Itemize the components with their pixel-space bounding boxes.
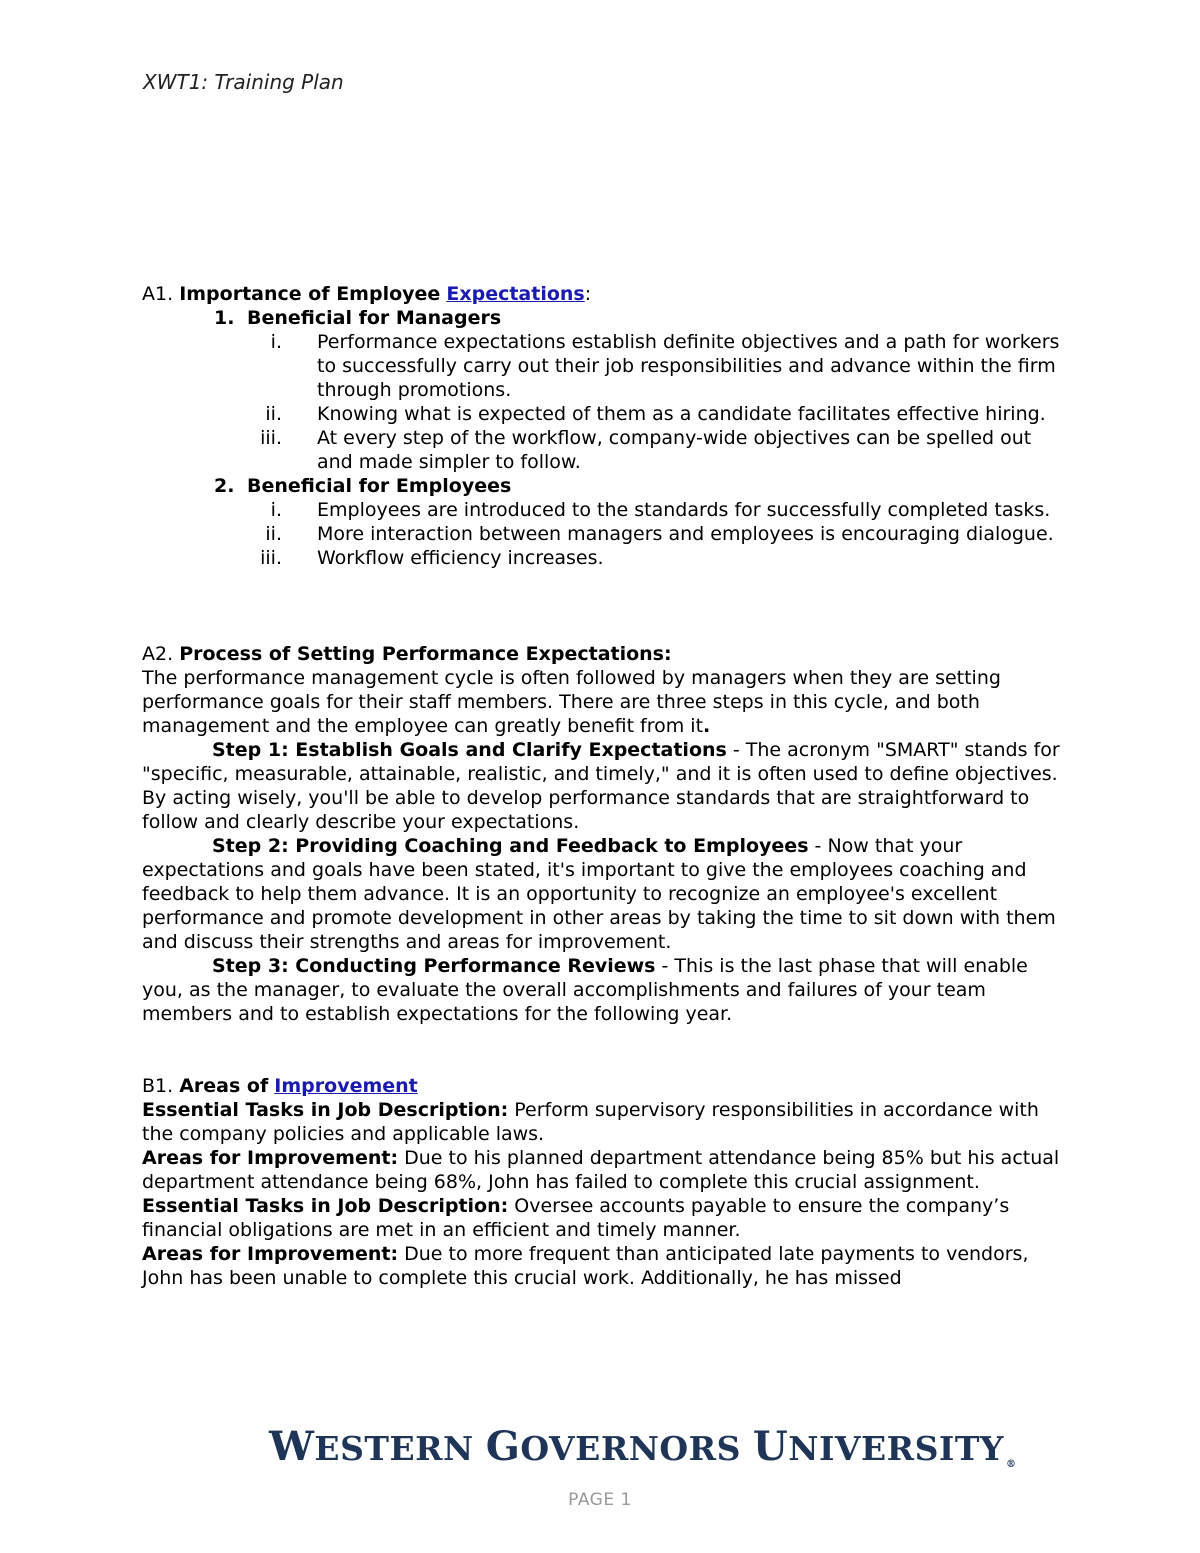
section-b1-title: Areas of [179, 1075, 269, 1097]
wgu-logo [255, 1410, 1017, 1482]
section-a1-heading [142, 282, 1062, 306]
page-number: PAGE 1 [568, 1490, 632, 1510]
step-text: - Now that your expectations and goals have been stated, it's important to give the employees coaching and feedback to help them advance. It is an opportunity to recognize an employee's excellent performance and promote development in other areas by taking the time to sit down with them and discuss their strengths and areas for improvement. [142, 835, 1056, 953]
section-b1-prefix: B1. [142, 1075, 174, 1097]
list-numeral: iii. [260, 547, 282, 569]
logo-word: NIVERSITY [788, 1428, 1004, 1468]
list-item [142, 546, 1062, 570]
step-text: - This is the last phase that will enable you, as the manager, to evaluate the overall accomplishments and failures of your team members and to establish expectations for the following year. [142, 955, 1028, 1025]
section-a2-title: Process of Setting Performance Expectations: [179, 643, 672, 665]
intro-text: The performance management cycle is often followed by managers when they are setting performance goals for their staff members. There are three steps in this cycle, and both management and the employee can greatly benefit from it [142, 667, 1001, 737]
step-paragraph [142, 834, 1062, 954]
entry-text: Due to his planned department attendance being 85% but his actual department attendance being 68%, John has failed to complete this crucial assignment. [142, 1147, 1060, 1193]
section-a2-heading [142, 642, 1062, 666]
b1-entry [142, 1194, 1062, 1242]
entry-label: Areas for Improvement: [142, 1243, 399, 1265]
step-title: Step 3: Conducting Performance Reviews [212, 955, 656, 977]
list-numeral: ii. [265, 523, 282, 545]
list-numeral: i. [270, 331, 282, 353]
step-paragraph [142, 954, 1062, 1026]
improvement-link[interactable]: Improvement [274, 1075, 418, 1097]
list-numeral: ii. [265, 403, 282, 425]
logo-word: OVERNORS [520, 1428, 741, 1468]
entry-label: Areas for Improvement: [142, 1147, 399, 1169]
section-a2-prefix: A2. [142, 643, 174, 665]
entry-text: Oversee accounts payable to ensure the company’s financial obligations are met in an efficient and timely manner. [142, 1195, 1010, 1241]
list-item-text: Performance expectations establish definite objectives and a path for workers to successfully carry out their job responsibilities and advance within the firm through promotions. [317, 331, 1060, 401]
list-item [142, 426, 1062, 474]
document-body [142, 282, 1062, 1290]
employees-heading [142, 474, 1062, 498]
logo-letter: W [269, 1422, 315, 1470]
section-a1-title: Importance of Employee [179, 283, 441, 305]
employees-heading-text: Beneficial for Employees [247, 475, 512, 497]
spacer [142, 570, 1062, 642]
section-a2-intro [142, 666, 1062, 738]
b1-entry [142, 1242, 1062, 1290]
entry-label: Essential Tasks in Job Description: [142, 1195, 509, 1217]
list-item [142, 402, 1062, 426]
list-item-text: Workflow efficiency increases. [317, 547, 604, 569]
list-item-text: More interaction between managers and employees is encouraging dialogue. [317, 523, 1054, 545]
logo-letter: U [752, 1422, 789, 1470]
list-item [142, 498, 1062, 522]
logo-word: ESTERN [314, 1428, 474, 1468]
managers-heading-text: Beneficial for Managers [247, 307, 502, 329]
step-text: - The acronym "SMART" stands for "specific, measurable, attainable, realistic, and timely," and it is often used to define objectives. By acting wisely, you'll be able to develop performance standards that are straightforward to follow and clearly describe your expectations. [142, 739, 1060, 833]
list-item-text: Knowing what is expected of them as a candidate facilitates effective hiring. [317, 403, 1046, 425]
list-numeral: iii. [260, 427, 282, 449]
managers-number: 1. [214, 307, 235, 329]
b1-entry [142, 1146, 1062, 1194]
trademark-symbol: ® [1005, 1458, 1017, 1470]
spacer [142, 1026, 1062, 1074]
employees-number: 2. [214, 475, 235, 497]
logo-letter: G [485, 1422, 521, 1470]
step-paragraph [142, 738, 1062, 834]
list-item [142, 522, 1062, 546]
section-a1-colon: : [584, 283, 592, 305]
step-title: Step 2: Providing Coaching and Feedback to Employees [212, 835, 809, 857]
list-item-text: At every step of the workflow, company-wide objectives can be spelled out and made simpler to follow. [317, 427, 1032, 473]
document-header-title: XWT1: Training Plan [143, 70, 344, 94]
step-title: Step 1: Establish Goals and Clarify Expectations [212, 739, 727, 761]
intro-period: . [703, 715, 711, 737]
entry-label: Essential Tasks in Job Description: [142, 1099, 509, 1121]
list-item-text: Employees are introduced to the standards for successfully completed tasks. [317, 499, 1051, 521]
list-numeral: i. [270, 499, 282, 521]
section-b1-heading [142, 1074, 1062, 1098]
entry-text: Due to more frequent than anticipated late payments to vendors, John has been unable to complete this crucial work. Additionally, he has missed [142, 1243, 1029, 1289]
managers-heading [142, 306, 1062, 330]
section-a1-prefix: A1. [142, 283, 174, 305]
b1-entry [142, 1098, 1062, 1146]
wgu-wordmark [269, 1423, 1016, 1470]
expectations-link[interactable]: Expectations [446, 283, 585, 305]
list-item [142, 330, 1062, 402]
entry-text: Perform supervisory responsibilities in accordance with the company policies and applicable laws. [142, 1099, 1039, 1145]
